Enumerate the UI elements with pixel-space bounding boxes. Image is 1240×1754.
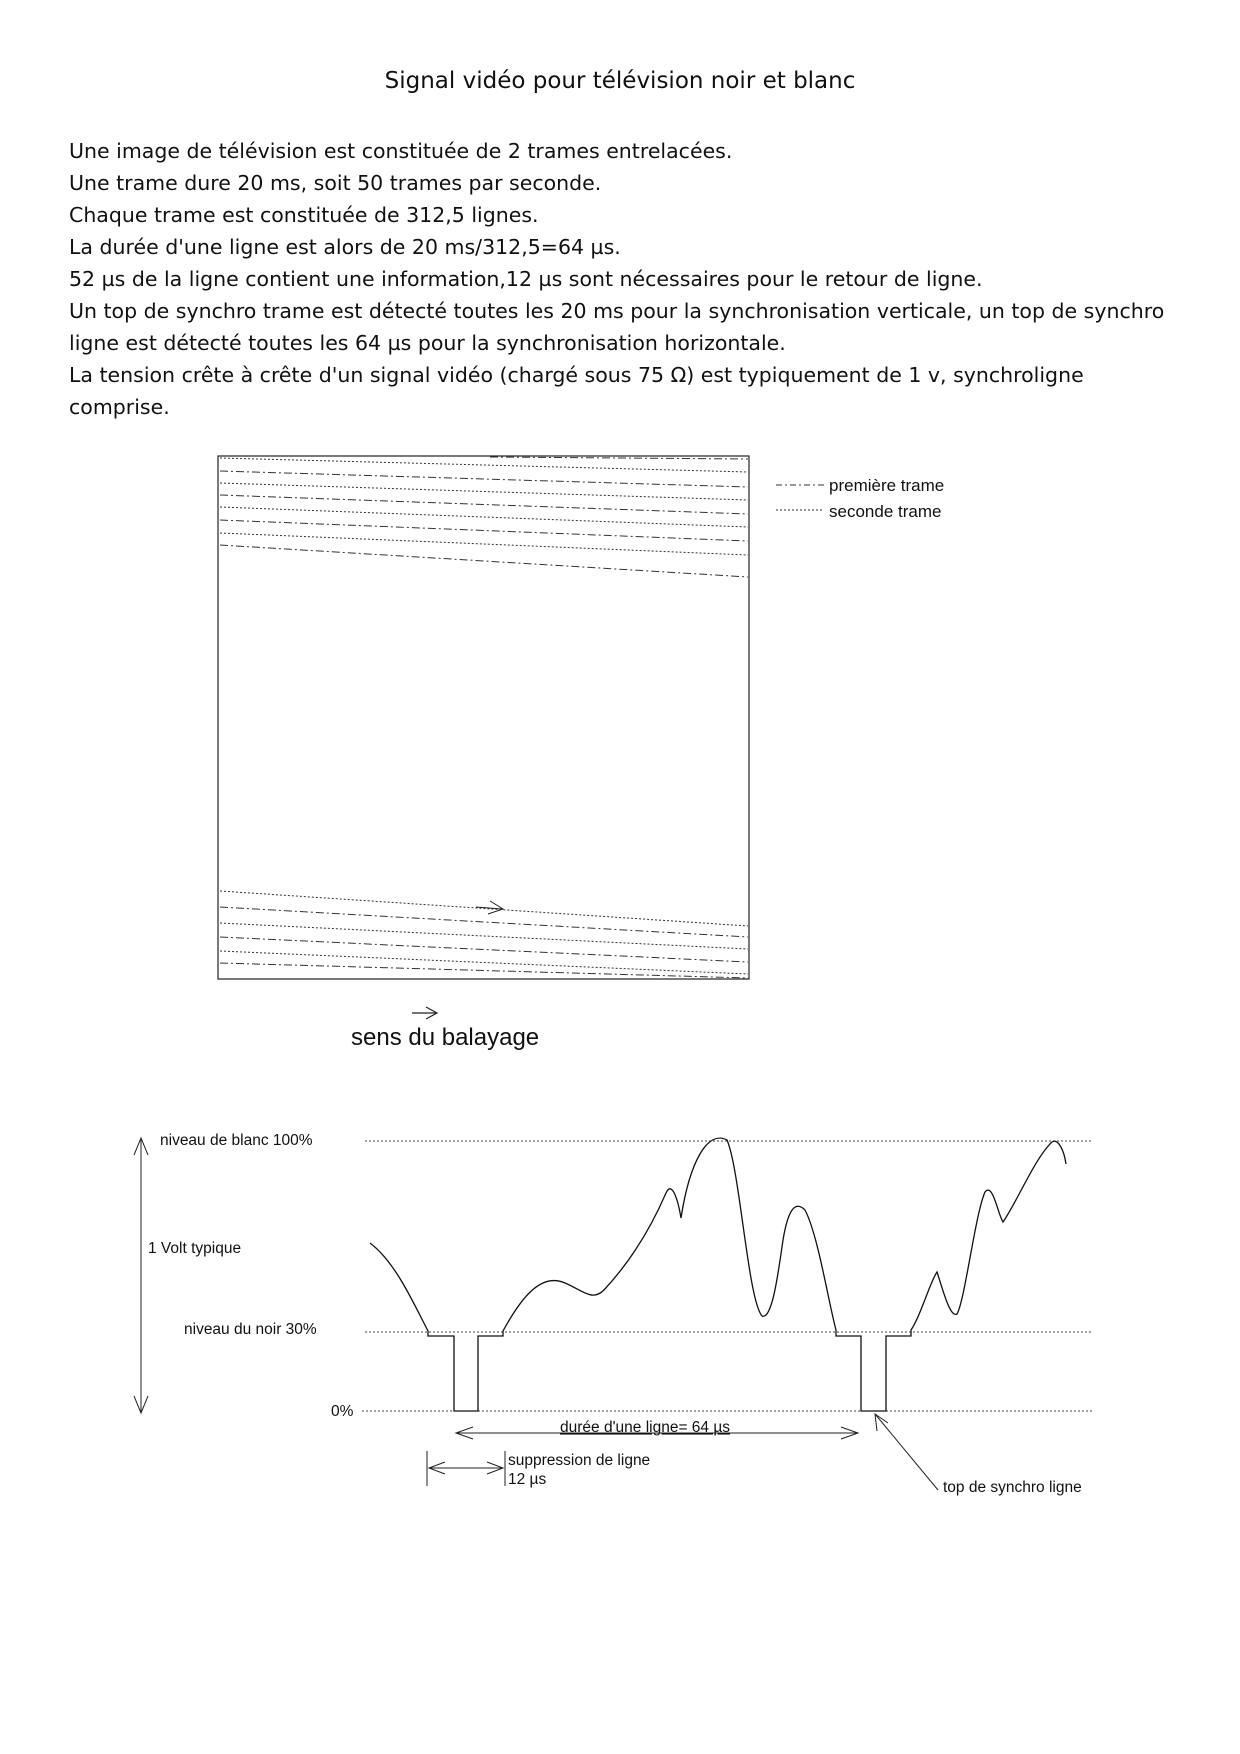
paragraph: Une image de télévision est constituée de 2 trames entrelacées. bbox=[69, 139, 733, 163]
paragraph: 52 µs de la ligne contient une information,12 µs sont nécessaires pour le retour de ligne. bbox=[69, 267, 983, 291]
scan-direction bbox=[351, 1007, 539, 1051]
paragraph: La tension crête à crête d'un signal vidéo (chargé sous 75 Ω) est typiquement de 1 v, synchroligne comprise. bbox=[69, 363, 1084, 419]
blanking-label: suppression de ligne bbox=[508, 1452, 651, 1469]
page-title: Signal vidéo pour télévision noir et blanc bbox=[384, 68, 856, 94]
amplitude-arrow bbox=[134, 1138, 148, 1413]
paragraph: Une trame dure 20 ms, soit 50 trames par seconde. bbox=[69, 171, 602, 195]
scan-direction-label: sens du balayage bbox=[351, 1024, 540, 1051]
legend-second-field: seconde trame bbox=[829, 502, 942, 521]
paragraph: La durée d'une ligne est alors de 20 ms/312,5=64 µs. bbox=[69, 235, 621, 259]
arrow-right-icon bbox=[476, 901, 503, 914]
raster-legend bbox=[776, 476, 944, 521]
legend-first-field: première trame bbox=[829, 476, 945, 495]
diagram bbox=[0, 440, 1240, 1540]
scan-lines-bottom bbox=[220, 891, 748, 978]
scan-lines-top bbox=[220, 457, 748, 577]
arrow-right-icon bbox=[412, 1007, 437, 1019]
video-signal-waveform bbox=[370, 1138, 1066, 1411]
paragraph: Un top de synchro trame est détecté toutes les 20 ms pour la synchronisation verticale, un top de synchro ligne est détecté toutes les 64 µs pour la synchronisation horizontale. bbox=[69, 299, 1165, 355]
zero-level-label: 0% bbox=[331, 1403, 354, 1420]
blanking-duration-label: 12 µs bbox=[508, 1471, 547, 1488]
signal-chart bbox=[134, 1132, 1092, 1496]
white-level-label: niveau de blanc 100% bbox=[160, 1132, 313, 1149]
screen-frame bbox=[218, 456, 749, 979]
line-duration-label: durée d'une ligne= 64 µs bbox=[560, 1419, 731, 1436]
sync-label: top de synchro ligne bbox=[943, 1479, 1082, 1496]
blanking-arrow bbox=[427, 1451, 505, 1486]
black-level-label: niveau du noir 30% bbox=[184, 1321, 317, 1338]
volt-label: 1 Volt typique bbox=[148, 1240, 242, 1257]
sync-pointer-arrow bbox=[875, 1414, 938, 1490]
intro-text bbox=[69, 135, 1179, 423]
paragraph: Chaque trame est constituée de 312,5 lignes. bbox=[69, 203, 539, 227]
raster-diagram bbox=[218, 456, 749, 979]
